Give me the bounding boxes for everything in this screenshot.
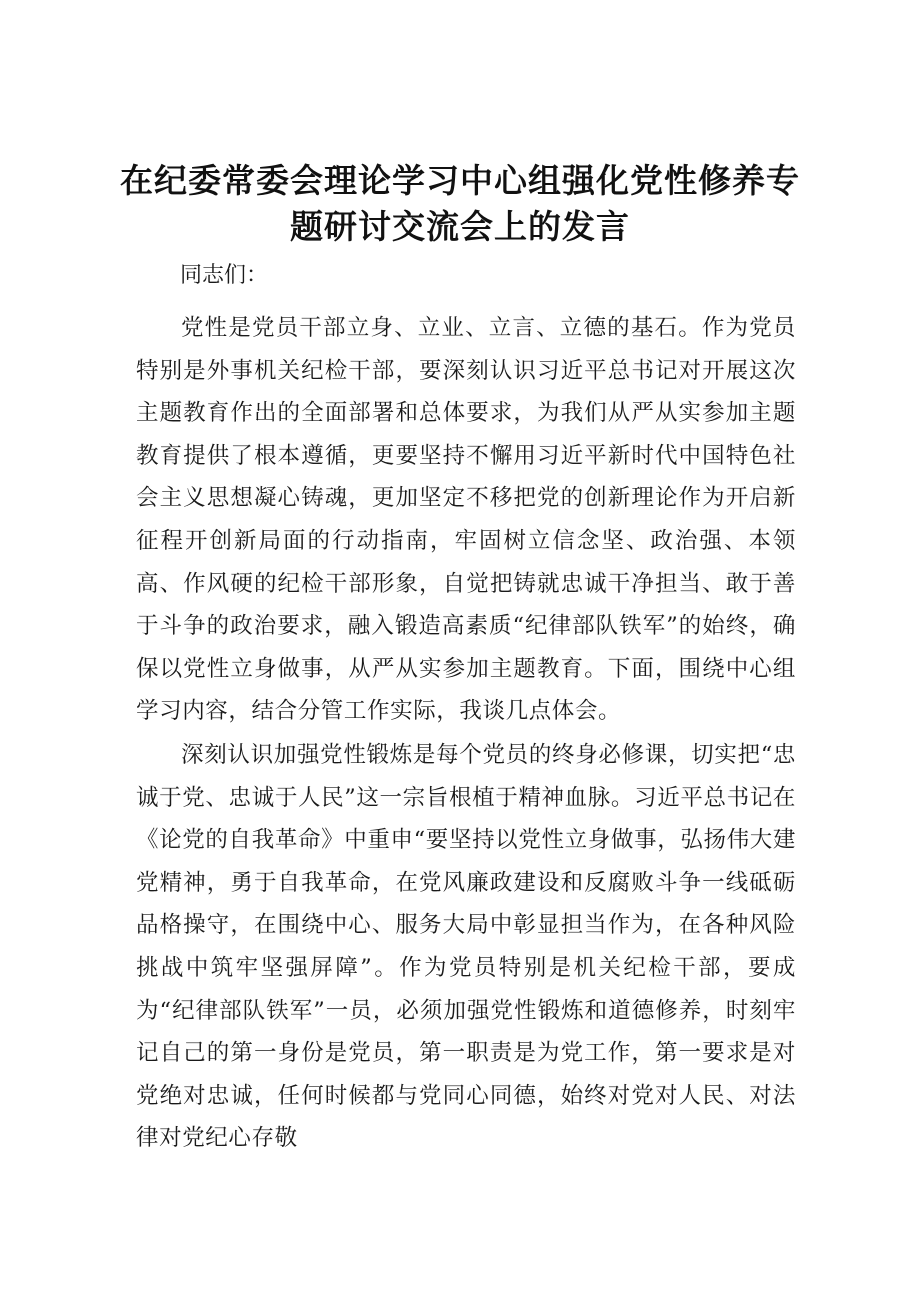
title-line-1: 在纪委常委会理论学习中心组强化党性修养专 (120, 161, 800, 200)
salutation: 同志们： (180, 263, 269, 288)
paragraph-2: 深刻认识加强党性锻炼是每个党员的终身必修课，切实把“忠诚于党、忠诚于人民”这一宗旨根植于精神血脉。习近平总书记在《论党的自我革命》中重申“要坚持以党性立身做事，弘扬伟大建党精神，勇于自我革命，在党风廉政建设和反腐败斗争一线砥砺品格操守，在围绕中心、服务大局中彰显担当作为，在各种风险挑战中筑牢坚强屏障”。作为党员特别是机关纪检干部，要成为“纪律部队铁军”一员，必须加强党性锻炼和道德修养，时刻牢记自己的第一身份是党员，第一职责是为党工作，第一要求是对党绝对忠诚，任何时候都与党同心同德，始终对党对人民、对法律对党纪心存敬 (136, 742, 796, 1152)
paragraph-1: 党性是党员干部立身、立业、立言、立德的基石。作为党员特别是外事机关纪检干部，要深刻认识习近平总书记对开展这次主题教育作出的全面部署和总体要求，为我们从严从实参加主题教育提供了根本遵循，更要坚持不懈用习近平新时代中国特色社会主义思想凝心铸魂，更加坚定不移把党的创新理论作为开启新征程开创新局面的行动指南，牢固树立信念坚、政治强、本领高、作风硬的纪检干部形象，自觉把铸就忠诚干净担当、敢于善于斗争的政治要求，融入锻造高素质“纪律部队铁军”的始终，确保以党性立身做事，从严从实参加主题教育。下面，围绕中心组学习内容，结合分管工作实际，我谈几点体会。 (136, 315, 796, 725)
title-line-2: 题研讨交流会上的发言 (290, 207, 630, 246)
document-title (120, 158, 800, 250)
